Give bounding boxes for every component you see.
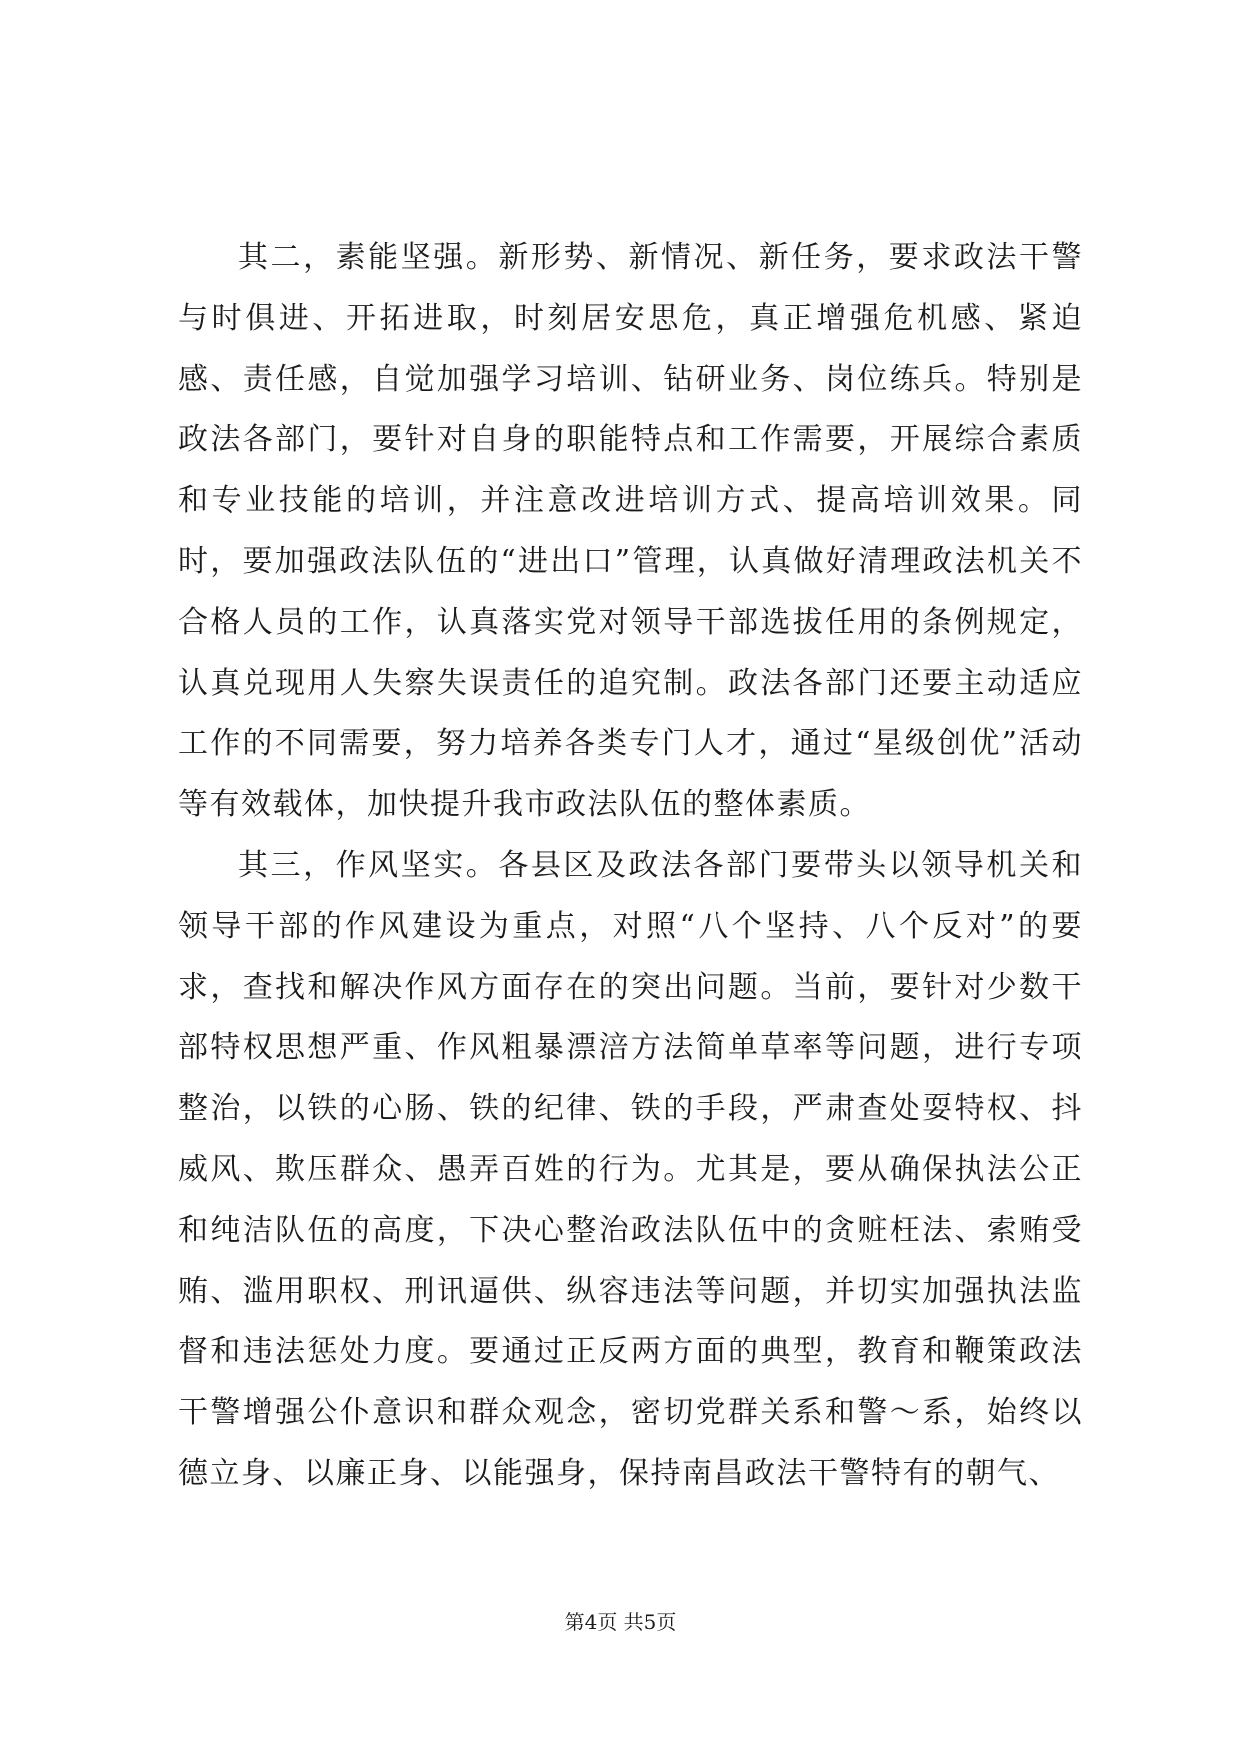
page-number-footer: 第4页 共5页 (564, 1610, 677, 1634)
document-body (178, 228, 1083, 1505)
paragraph-qi-san: 其三，作风坚实。各县区及政法各部门要带头以领导机关和领导干部的作风建设为重点，对照“八个坚持、八个反对”的要求，查找和解决作风方面存在的突出问题。当前，要针对少数干部特权思想严重、作风粗暴漂涪方法简单草率等问题，进行专项整治，以铁的心肠、铁的纪律、铁的手段，严肃查处耍特权、抖威风、欺压群众、愚弄百姓的行为。尤其是，要从确保执法公正和纯洁队伍的高度，下决心整治政法队伍中的贪赃枉法、索贿受贿、滥用职权、刑讯逼供、纵容违法等问题，并切实加强执法监督和违法惩处力度。要通过正反两方面的典型，教育和鞭策政法干警增强公仆意识和群众观念，密切党群关系和警～系，始终以德立身、以廉正身、以能强身，保持南昌政法干警特有的朝气、 (178, 847, 1083, 1491)
paragraph-qi-er: 其二，素能坚强。新形势、新情况、新任务，要求政法干警与时俱进、开拓进取，时刻居安思危，真正增强危机感、紧迫感、责任感，自觉加强学习培训、钻研业务、岗位练兵。特别是政法各部门，要针对自身的职能特点和工作需要，开展综合素质和专业技能的培训，并注意改进培训方式、提高培训效果。同时，要加强政法队伍的“进出口”管理，认真做好清理政法机关不合格人员的工作，认真落实党对领导干部选拔任用的条例规定，认真兑现用人失察失误责任的追究制。政法各部门还要主动适应工作的不同需要，努力培养各类专门人才，通过“星级创优”活动等有效载体，加快提升我市政法队伍的整体素质。 (178, 240, 1083, 823)
